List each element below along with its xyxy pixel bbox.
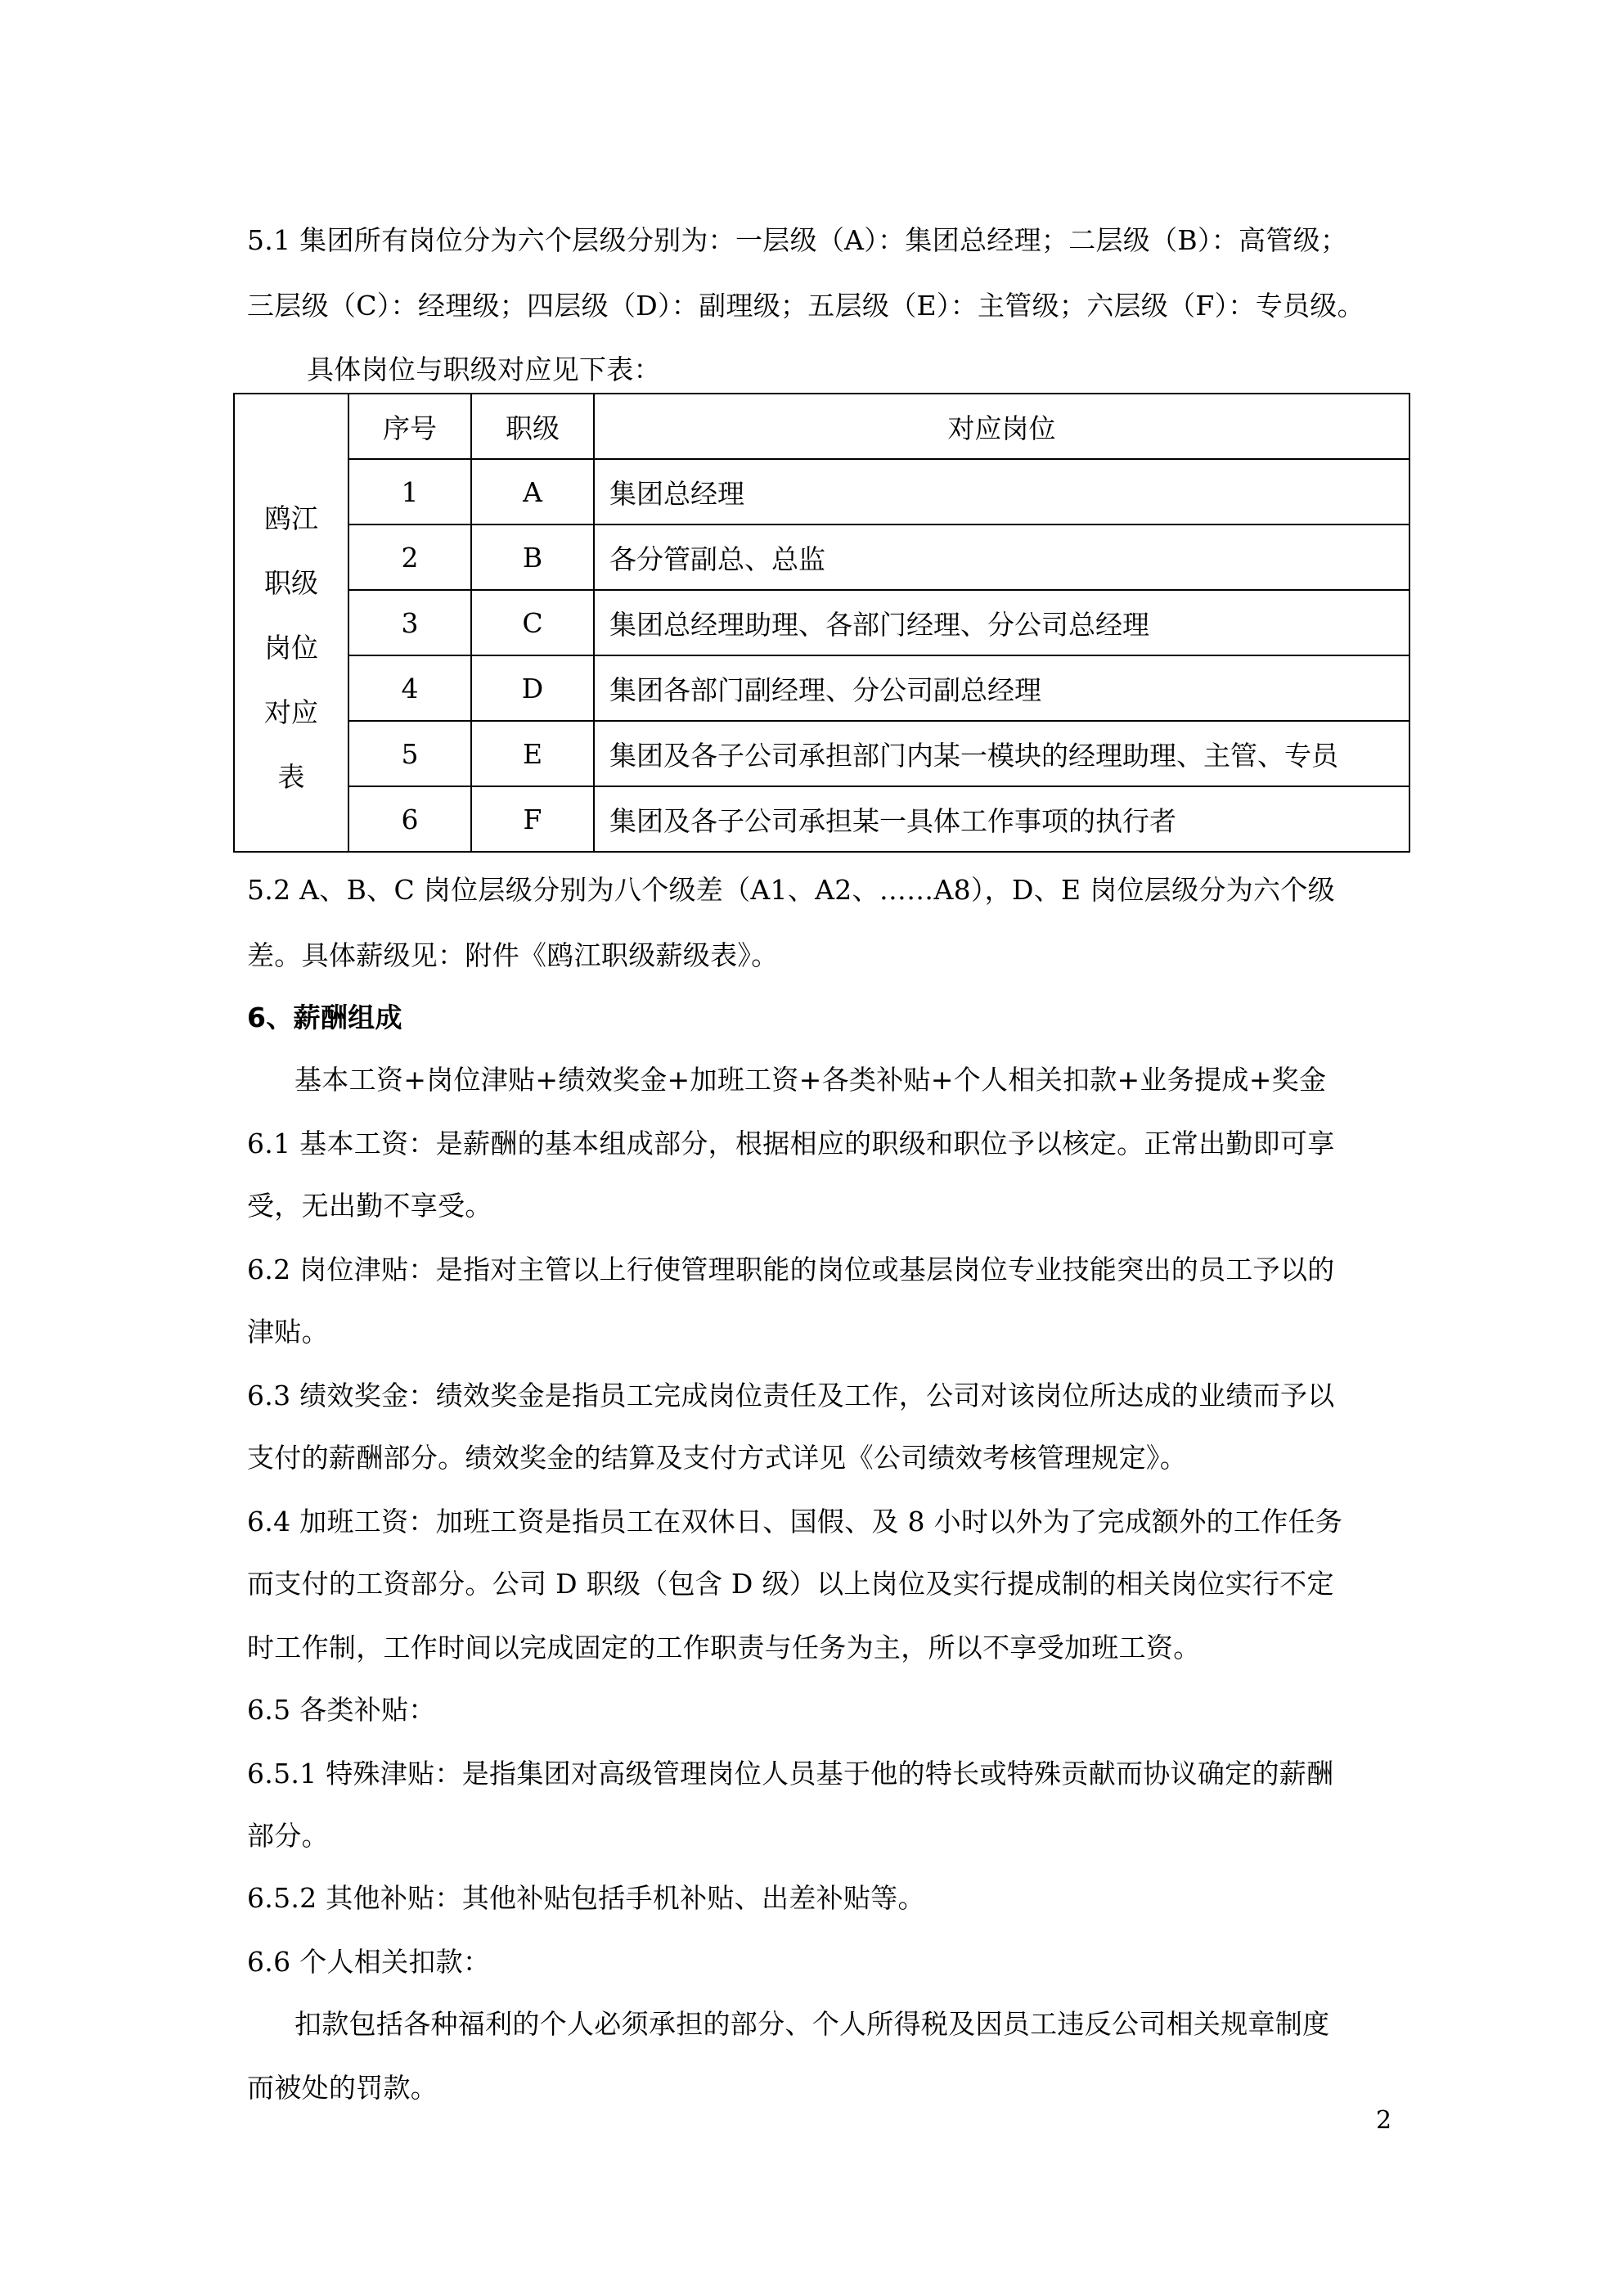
cell-positions: 集团总经理 xyxy=(594,459,1409,524)
section-6-6-body-line-2: 而被处的罚款。 xyxy=(247,2072,438,2104)
section-6-4-line-1: 6.4 加班工资：加班工资是指员工在双休日、国假、及 8 小时以外为了完成额外的工作任务 xyxy=(247,1506,1343,1537)
header-grade: 职级 xyxy=(471,394,594,459)
section-5-1-line-3: 具体岗位与职级对应见下表： xyxy=(307,353,661,385)
cell-no: 2 xyxy=(348,524,471,590)
cell-grade: B xyxy=(471,524,594,590)
side-label-char: 表 xyxy=(277,760,305,793)
side-label-char: 岗位 xyxy=(264,631,318,664)
section-5-2-line-1: 5.2 A、B、C 岗位层级分别为八个级差（A1、A2、……A8），D、E 岗位层级分为六个级 xyxy=(247,874,1335,906)
table-row xyxy=(234,459,1409,524)
section-5-1-line-1: 5.1 集团所有岗位分为六个层级分别为：一层级（A）：集团总经理；二层级（B）：高管级； xyxy=(247,224,1348,256)
table-row xyxy=(234,721,1409,786)
cell-grade: C xyxy=(471,590,594,655)
table-row xyxy=(234,590,1409,655)
page-number: 2 xyxy=(1376,2106,1392,2135)
salary-formula: 基本工资+岗位津贴+绩效奖金+加班工资+各类补贴+个人相关扣款+业务提成+奖金 xyxy=(294,1064,1327,1096)
section-6-1-line-1: 6.1 基本工资：是薪酬的基本组成部分，根据相应的职级和职位予以核定。正常出勤即可享 xyxy=(247,1128,1335,1159)
section-6-4-line-2: 而支付的工资部分。公司 D 职级（包含 D 级）以上岗位及实行提成制的相关岗位实行不定 xyxy=(247,1568,1334,1600)
cell-positions: 集团及各子公司承担部门内某一模块的经理助理、主管、专员 xyxy=(594,721,1409,786)
section-6-1-line-2: 受，无出勤不享受。 xyxy=(247,1190,492,1222)
side-label-char: 职级 xyxy=(264,566,318,599)
section-6-2-line-1: 6.2 岗位津贴：是指对主管以上行使管理职能的岗位或基层岗位专业技能突出的员工予以的 xyxy=(247,1254,1335,1285)
cell-positions: 集团各部门副经理、分公司副总经理 xyxy=(594,655,1409,721)
table-row xyxy=(234,524,1409,590)
cell-positions: 各分管副总、总监 xyxy=(594,524,1409,590)
cell-no: 5 xyxy=(348,721,471,786)
section-6-4-line-3: 时工作制，工作时间以完成固定的工作职责与任务为主，所以不享受加班工资。 xyxy=(247,1632,1201,1663)
table-row xyxy=(234,786,1409,852)
cell-no: 3 xyxy=(348,590,471,655)
section-6-6-body-line-1: 扣款包括各种福利的个人必须承担的部分、个人所得税及因员工违反公司相关规章制度 xyxy=(294,2008,1330,2040)
section-6-2-line-2: 津贴。 xyxy=(247,1316,329,1348)
section-6-5-1-line-2: 部分。 xyxy=(247,1820,329,1852)
section-6-6-heading: 6.6 个人相关扣款： xyxy=(247,1946,491,1978)
section-6-heading: 6、薪酬组成 xyxy=(247,1002,402,1033)
section-6-3-line-1: 6.3 绩效奖金：绩效奖金是指员工完成岗位责任及工作，公司对该岗位所达成的业绩而予以 xyxy=(247,1380,1335,1411)
cell-grade: E xyxy=(471,721,594,786)
table-header-row xyxy=(234,394,1409,459)
side-label-char: 鸥江 xyxy=(264,502,318,534)
cell-positions: 集团及各子公司承担某一具体工作事项的执行者 xyxy=(594,786,1409,852)
cell-no: 6 xyxy=(348,786,471,852)
cell-grade: F xyxy=(471,786,594,852)
section-6-5-heading: 6.5 各类补贴： xyxy=(247,1694,436,1726)
section-5-2-line-2: 差。具体薪级见：附件《鸥江职级薪级表》。 xyxy=(247,939,779,971)
table-side-label xyxy=(234,394,348,852)
table-row xyxy=(234,655,1409,721)
cell-grade: A xyxy=(471,459,594,524)
section-6-3-line-2: 支付的薪酬部分。绩效奖金的结算及支付方式详见《公司绩效考核管理规定》。 xyxy=(247,1442,1187,1474)
cell-no: 4 xyxy=(348,655,471,721)
side-label-char: 对应 xyxy=(264,696,318,728)
cell-positions: 集团总经理助理、各部门经理、分公司总经理 xyxy=(594,590,1409,655)
cell-grade: D xyxy=(471,655,594,721)
header-no: 序号 xyxy=(348,394,471,459)
section-6-5-1-line-1: 6.5.1 特殊津贴：是指集团对高级管理岗位人员基于他的特长或特殊贡献而协议确定的薪酬 xyxy=(247,1758,1334,1790)
header-positions: 对应岗位 xyxy=(594,394,1409,459)
cell-no: 1 xyxy=(348,459,471,524)
section-5-1-line-2: 三层级（C）：经理级；四层级（D）：副理级；五层级（E）：主管级；六层级（F）：专员级。 xyxy=(247,290,1364,322)
section-6-5-2: 6.5.2 其他补贴：其他补贴包括手机补贴、出差补贴等。 xyxy=(247,1882,925,1914)
grade-position-table xyxy=(233,393,1410,853)
